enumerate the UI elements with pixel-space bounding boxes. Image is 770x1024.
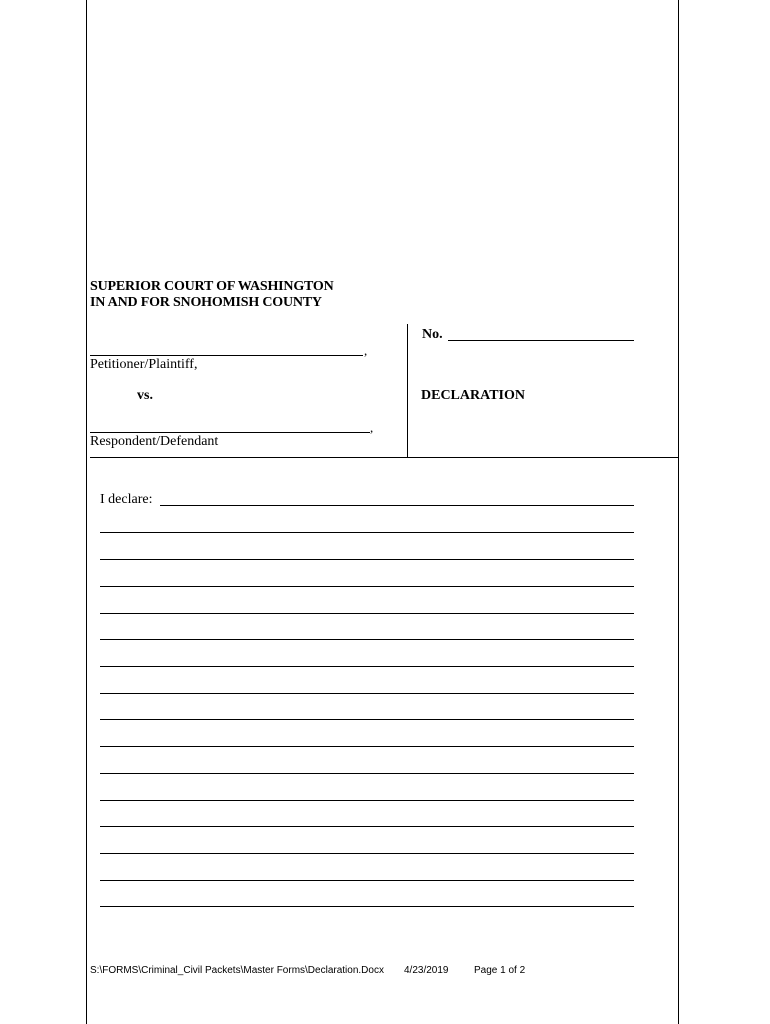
left-margin-line [86,0,87,1024]
declaration-line[interactable] [100,800,634,801]
respondent-comma: , [370,420,374,435]
declaration-line[interactable] [100,853,634,854]
court-name [90,279,334,311]
declare-label: I declare: [100,492,153,507]
footer-file-path: S:\FORMS\Criminal_Civil Packets\Master Forms\Declaration.Docx [90,965,384,976]
petitioner-comma: , [364,343,368,358]
footer-date: 4/23/2019 [404,965,449,976]
declaration-line[interactable] [100,746,634,747]
footer-page-number: Page 1 of 2 [474,965,526,976]
right-margin-line [678,0,679,1024]
caption-divider-left [90,457,408,458]
declaration-line[interactable] [100,666,634,667]
declaration-line[interactable] [100,773,634,774]
caption-divider-vertical [407,324,408,458]
versus-label: vs. [137,388,153,403]
petitioner-label: Petitioner/Plaintiff, [90,357,198,372]
declaration-line[interactable] [100,639,634,640]
declaration-line[interactable] [100,880,634,881]
declaration-line[interactable] [100,719,634,720]
declaration-line[interactable] [100,693,634,694]
declaration-line[interactable] [100,826,634,827]
caption-divider-right [407,457,678,458]
petitioner-name-line[interactable] [90,355,363,356]
document-title: DECLARATION [421,388,525,403]
respondent-name-line[interactable] [90,432,370,433]
declaration-line[interactable] [100,532,634,533]
declare-first-line[interactable] [160,505,634,506]
respondent-label: Respondent/Defendant [90,434,219,449]
declaration-line[interactable] [100,586,634,587]
case-number-label: No. [422,327,443,342]
declaration-line[interactable] [100,906,634,907]
court-line-1: SUPERIOR COURT OF WASHINGTON [90,279,334,294]
case-number-line[interactable] [448,340,634,341]
court-line-2: IN AND FOR SNOHOMISH COUNTY [90,295,322,310]
declaration-line[interactable] [100,613,634,614]
declaration-line[interactable] [100,559,634,560]
